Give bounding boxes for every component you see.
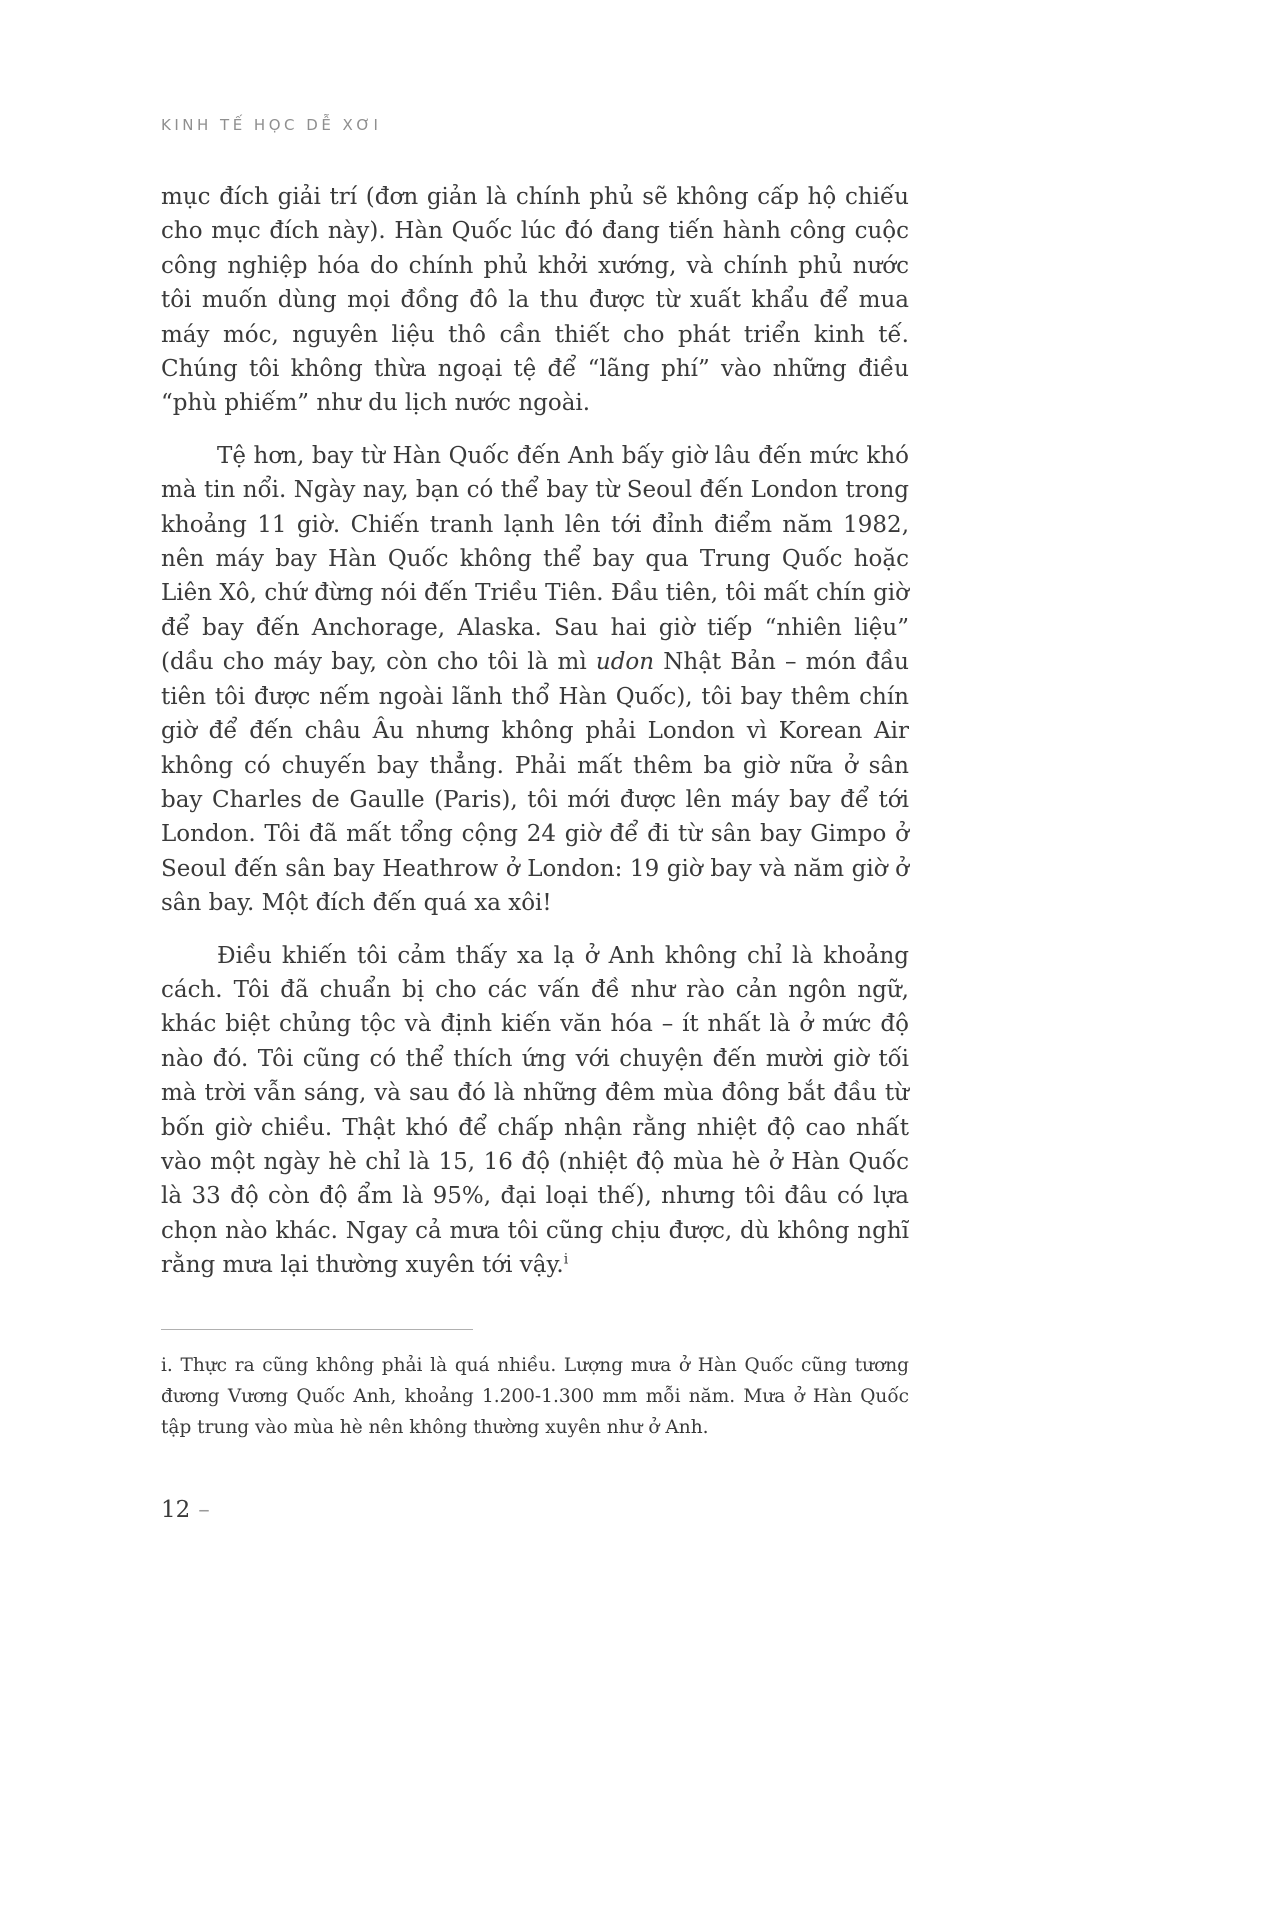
footnote-rule <box>161 1329 473 1330</box>
page-number-dash: – <box>198 1496 210 1523</box>
paragraph-1: mục đích giải trí (đơn giản là chính phủ sẽ không cấp hộ chiếu cho mục đích này). Hàn Quốc lúc đó đang tiến hành công cuộc công nghiệp hóa do chính phủ khởi xướng, và chính phủ nước tôi muốn dùng mọi đồng đô la thu được từ xuất khẩu để mua máy móc, nguyên liệu thô cần thiết cho phát triển kinh tế. Chúng tôi không thừa ngoại tệ để “lãng phí” vào những điều “phù phiếm” như du lịch nước ngoài. <box>161 184 909 417</box>
body-text <box>161 180 909 1283</box>
paragraph-2 <box>161 439 909 921</box>
paragraph-3 <box>161 939 909 1283</box>
italic-word-udon: udon <box>595 649 655 676</box>
page-footer <box>161 1497 909 1523</box>
page-content <box>161 116 909 1523</box>
footnote-text: i. Thực ra cũng không phải là quá nhiều. Lượng mưa ở Hàn Quốc cũng tương đương Vương Quốc Anh, khoảng 1.200-1.300 mm mỗi năm. Mưa ở Hàn Quốc tập trung vào mùa hè nên không thường xuyên như ở Anh. <box>161 1354 909 1438</box>
footnote-area <box>161 1329 909 1443</box>
footnote-marker: i <box>563 1251 569 1268</box>
paragraph-3-text: Điều khiến tôi cảm thấy xa lạ ở Anh không chỉ là khoảng cách. Tôi đã chuẩn bị cho các vấn đề như rào cản ngôn ngữ, khác biệt chủng tộc và định kiến văn hóa – ít nhất là ở mức độ nào đó. Tôi cũng có thể thích ứng với chuyện đến mười giờ tối mà trời vẫn sáng, và sau đó là những đêm mùa đông bắt đầu từ bốn giờ chiều. Thật khó để chấp nhận rằng nhiệt độ cao nhất vào một ngày hè chỉ là 15, 16 độ (nhiệt độ mùa hè ở Hàn Quốc là 33 độ còn độ ẩm là 95%, đại loại thế), nhưng tôi đâu có lựa chọn nào khác. Ngay cả mưa tôi cũng chịu được, dù không nghĩ rằng mưa lại thường xuyên tới vậy. <box>161 942 909 1279</box>
running-head: KINH TẾ HỌC DỄ XƠI <box>161 116 382 134</box>
paragraph-2-text-after: Nhật Bản – món đầu tiên tôi được nếm ngoài lãnh thổ Hàn Quốc), tôi bay thêm chín giờ để đến châu Âu nhưng không phải London vì Korean Air không có chuyến bay thẳng. Phải mất thêm ba giờ nữa ở sân bay Charles de Gaulle (Paris), tôi mới được lên máy bay để tới London. Tôi đã mất tổng cộng 24 giờ để đi từ sân bay Gimpo ở Seoul đến sân bay Heathrow ở London: 19 giờ bay và năm giờ ở sân bay. Một đích đến quá xa xôi! <box>161 649 909 917</box>
page-number: 12 <box>161 1496 191 1523</box>
paragraph-2-text-before: Tệ hơn, bay từ Hàn Quốc đến Anh bấy giờ lâu đến mức khó mà tin nổi. Ngày nay, bạn có thể bay từ Seoul đến London trong khoảng 11 giờ. Chiến tranh lạnh lên tới đỉnh điểm năm 1982, nên máy bay Hàn Quốc không thể bay qua Trung Quốc hoặc Liên Xô, chứ đừng nói đến Triều Tiên. Đầu tiên, tôi mất chín giờ để bay đến Anchorage, Alaska. Sau hai giờ tiếp “nhiên liệu” (dầu cho máy bay, còn cho tôi là mì <box>161 442 909 676</box>
